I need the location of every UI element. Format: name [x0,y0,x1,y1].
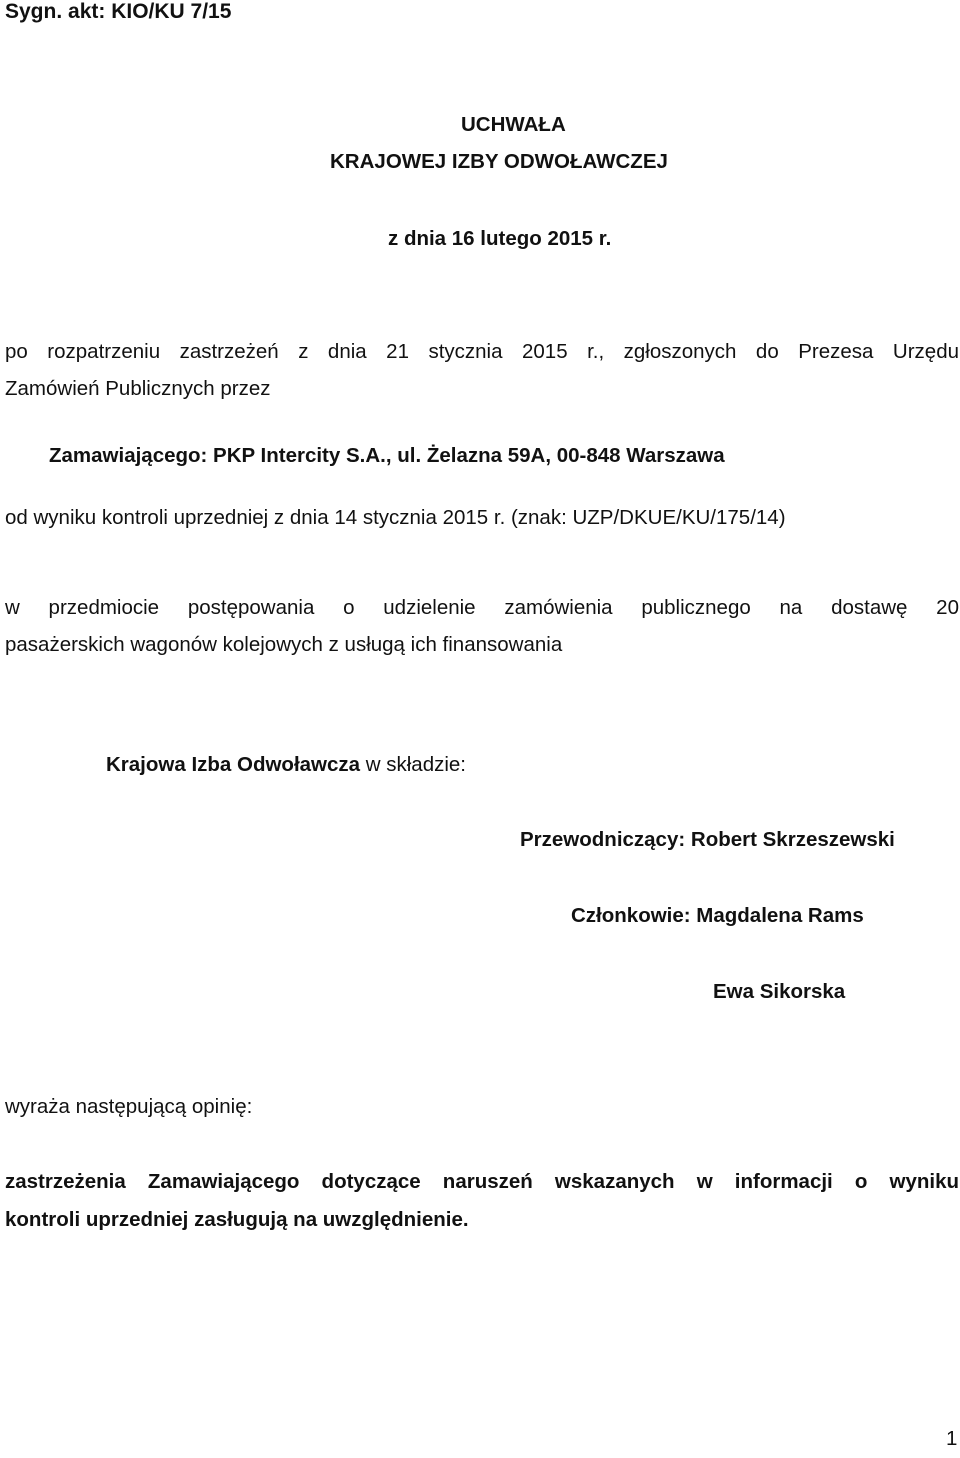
resolution-date: z dnia 16 lutego 2015 r. [388,227,612,250]
issuing-body-title: KRAJOWEJ IZBY ODWOŁAWCZEJ [330,150,668,173]
opinion-line-1: zastrzeżenia Zamawiającego dotyczące naruszeń wskazanych w informacji o wyniku [5,1170,959,1193]
panel-composition [106,753,466,777]
contracting-party: Zamawiającego: PKP Intercity S.A., ul. Żelazna 59A, 00-848 Warszawa [49,444,725,467]
intro-line-2: Zamówień Publicznych przez [5,377,271,400]
intro-line-1: po rozpatrzeniu zastrzeżeń z dnia 21 stycznia 2015 r., zgłoszonych do Prezesa Urzędu [5,340,959,363]
panel-members: Członkowie: Magdalena Rams [571,904,864,927]
panel-member-2: Ewa Sikorska [713,980,846,1003]
document-title: UCHWAŁA [461,113,566,136]
audit-result-reference: od wyniku kontroli uprzedniej z dnia 14 stycznia 2015 r. (znak: UZP/DKUE/KU/175/14) [5,506,786,529]
case-signature: Sygn. akt: KIO/KU 7/15 [5,0,232,23]
page-number: 1 [946,1427,958,1450]
opinion-line-2: kontroli uprzedniej zasługują na uwzględnienie. [5,1208,469,1231]
composition-label: w składzie: [360,753,467,776]
subject-line-2: pasażerskich wagonów kolejowych z usługą ich finansowania [5,633,563,656]
subject-line-1: w przedmiocie postępowania o udzielenie zamówienia publicznego na dostawę 20 [5,596,959,619]
panel-chair: Przewodniczący: Robert Skrzeszewski [520,828,895,851]
opinion-intro: wyraża następującą opinię: [5,1095,253,1118]
chamber-name: Krajowa Izba Odwoławcza [106,753,361,776]
